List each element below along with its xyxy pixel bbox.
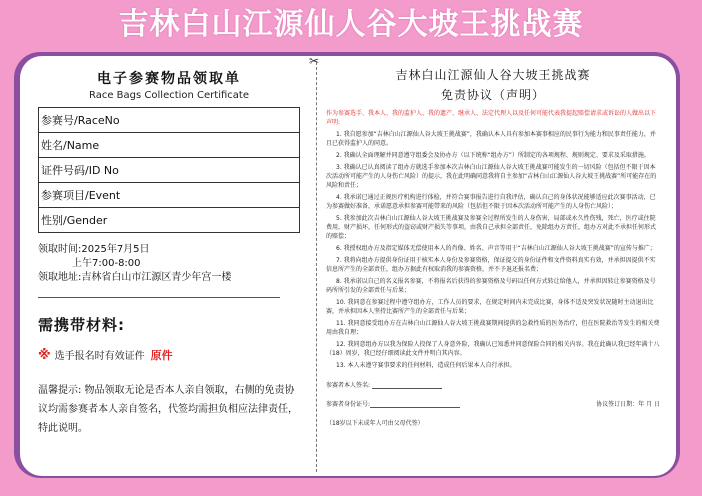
field-gender: 性别/Gender: [39, 208, 300, 233]
clause-5: 5. 我参加此次吉林白山江源仙人谷大坡王挑战赛及参赛全过程所发生的人身伤害，局部或永久性伤残，死亡，医疗或住院费用，财产损坏，任何形式的盗窃或财产损失等事项，由我自己承担全部责任，免除组办方责任，组办方对此不承担任何形式的赔偿；: [326, 215, 657, 240]
collection-time-range: 上午7:00-8:00: [72, 258, 141, 269]
signature-name-row: [326, 380, 660, 389]
event-banner: 吉林白山江源仙人谷大坡王挑战赛: [118, 7, 584, 42]
signature-id-label: 参赛者身份证号:: [326, 401, 371, 408]
agreement-intro: 作为参赛选手、我本人、我的监护人、我的遗产、继承人、法定代理人以及任何可能代表我提起赔偿请求或诉讼的人做出以下声明:: [326, 110, 657, 126]
clause-10: 10. 我同意在参赛过程中遵守组办方，工作人员的要求，在规定时间内未完成比赛，身体不适及突发状况随时主动退出比赛，并承担因本人坚持比赛所产生的全部责任与后果；: [326, 299, 654, 315]
section-divider: [38, 297, 280, 298]
clause-2: 2. 我确认全面理解并同意遵守组委会及协办方（以下统称“组办方”）所制定的各项规程、规则规定、要求及采取措施。: [336, 152, 650, 159]
collection-address: 领取地址:吉林省白山市江源区青少年宫一楼: [38, 272, 232, 283]
certificate-title: 电子参赛物品领取单: [97, 71, 241, 87]
document-sheet: [20, 56, 676, 476]
signature-date-value: 年 月 日: [638, 401, 660, 408]
clause-11: 11. 我同意接受组办方在吉林白山江源仙人谷大坡王挑战赛期间提供的急救性质的医务治疗，但在医院救治等发生的相关费用由我自理；: [326, 320, 660, 336]
clause-8: 8. 我承诺以自己的名义报名参赛，不将报名后获得的参赛资格及号码以任何方式转让给他人，并承担因转让参赛资格及号码所所引发的全部责任与后果；: [326, 278, 656, 294]
original-label: 原件: [150, 349, 173, 362]
signature-name-label: 参赛者本人签名:: [326, 382, 371, 389]
warm-tip: 温馨提示: 物品领取无论是否本人亲自领取，右侧的免责协议均需参赛者本人亲自签名，代签均需担负相应法律责任，特此说明。: [38, 385, 298, 434]
collection-info: [38, 243, 300, 285]
materials-heading: 需携带材料:: [38, 316, 125, 334]
collection-time: 领取时间:2025年7月5日: [38, 244, 150, 255]
agreement-subtitle: 免责协议（声明）: [440, 88, 545, 102]
guardian-note: （18岁以下未成年人可由父母代签）: [326, 420, 424, 427]
field-event: 参赛项目/Event: [39, 183, 300, 208]
clause-12: 12. 我同意组办方以我为保险人投保了人身意外险，我确认已知悉并同意保险合同的相关内容。我在此确认我已经年满十八（18）周岁，我已经仔细阅读此文件并明白其内容。: [326, 341, 660, 357]
field-name: 姓名/Name: [39, 133, 300, 158]
clause-6: 6. 我授权组办方及指定媒体无偿使用本人的肖像、姓名、声音等用于“吉林白山江源仙人谷大坡王挑战赛”的宣传与推广；: [336, 245, 656, 252]
participant-form: [38, 107, 300, 233]
signature-id-line[interactable]: [370, 400, 460, 408]
signature-name-line[interactable]: [372, 381, 442, 389]
clause-7: 7. 我将向组办方提供身份证用于核实本人身份及参赛资格，保证提交的身份证件和文件资料真实有效，并承担因提供不实信息所产生的全部责任，组办方据此有权取消我的参赛资格，并不予退还报名费；: [326, 257, 656, 273]
field-race-no: 参赛号/RaceNo: [39, 108, 300, 133]
materials-item: [38, 347, 300, 363]
clause-1: 1. 我自愿参加“吉林白山江源仙人谷大坡王挑战赛”，我确认本人具有参加本赛事相应的民事行为能力和民事责任能力，并且已获得监护人的同意。: [326, 131, 656, 147]
clause-13: 13. 本人未遵守赛事要求的任何材料，造成任何后果本人自行承担。: [336, 362, 516, 369]
field-id-no: 证件号码/ID No: [39, 158, 300, 183]
collection-certificate: [38, 66, 300, 438]
certificate-subtitle: Race Bags Collection Certificate: [89, 90, 249, 101]
materials-text: 选手报名时有效证件: [54, 351, 145, 362]
reference-mark-icon: ※: [38, 348, 51, 363]
clause-4: 4. 我承诺已通过正规医疗机构进行体检，并符合赛事报告进行自我评估，确认自己的身体状况能够适应此次赛事活动，已为参赛做好准备，承诺愿意承担参赛可能带来的风险（包括但不限于因本次活动所可能产生的人身伤亡风险）；: [326, 194, 656, 210]
scissors-icon: ✂: [309, 56, 320, 68]
signature-id-row: [326, 399, 660, 408]
waiver-agreement: [326, 66, 660, 427]
clause-3: 3. 我确认已认真阅读了组办方就选手参加本次吉林白山江源仙人谷大坡王挑战赛可能发生的一切风险（包括但不限于因本次活动所可能产生的人身伤亡风险）的提示，我在此明确同意我将自主参加“吉林白山江源仙人谷大坡王挑战赛”所可能存在的风险和责任；: [326, 164, 657, 189]
agreement-title: 吉林白山江源仙人谷大坡王挑战赛: [395, 68, 591, 82]
cut-line: [316, 62, 317, 472]
signature-date-label: 协议签订日期：: [596, 401, 639, 408]
